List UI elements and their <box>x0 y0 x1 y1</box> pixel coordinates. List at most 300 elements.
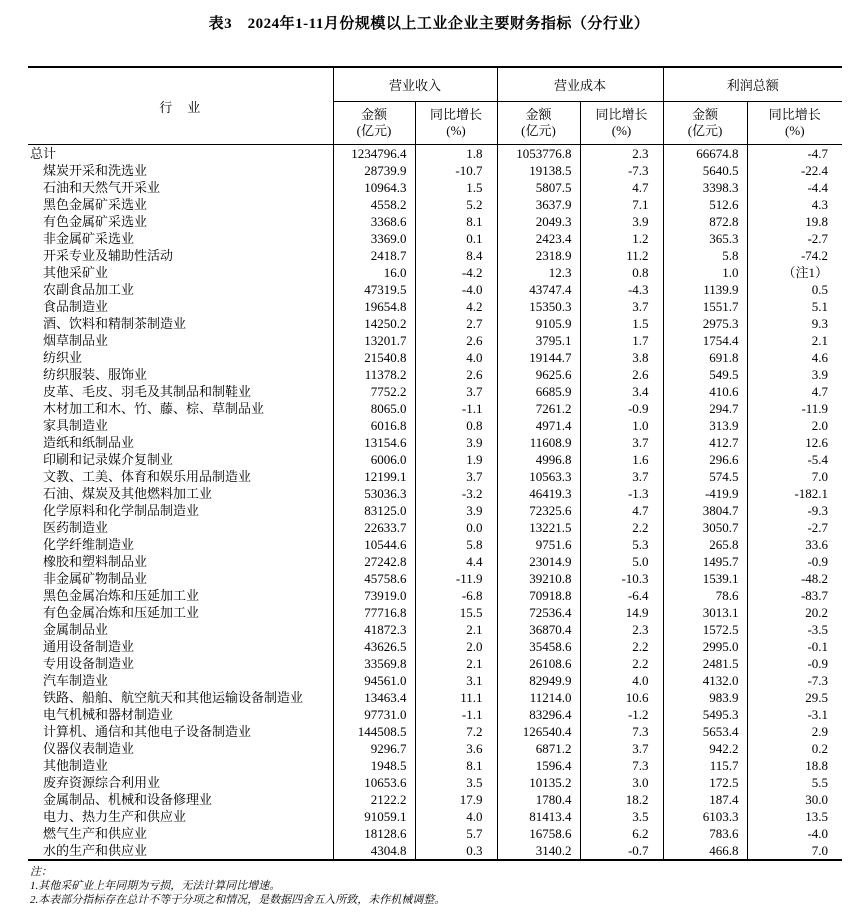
growth-cell: 15.5 <box>415 604 497 621</box>
amount-cell: 983.9 <box>663 689 747 706</box>
growth-cell: 2.0 <box>747 417 842 434</box>
table-row <box>28 757 842 774</box>
amount-cell: 412.7 <box>663 434 747 451</box>
amount-cell: 2122.2 <box>333 791 415 808</box>
growth-cell: 1.2 <box>580 230 663 247</box>
amount-cell: 313.9 <box>663 417 747 434</box>
growth-cell: 7.3 <box>580 723 663 740</box>
table-body <box>28 145 842 861</box>
amount-cell: 9751.6 <box>497 536 580 553</box>
industry-cell: 皮革、毛皮、羽毛及其制品和制鞋业 <box>43 384 252 399</box>
growth-cell: -0.9 <box>747 655 842 672</box>
growth-label: 同比增长 <box>595 107 648 122</box>
amount-cell: 1572.5 <box>663 621 747 638</box>
growth-cell: 2.6 <box>580 366 663 383</box>
amount-cell: 410.6 <box>663 383 747 400</box>
table-row <box>28 621 842 638</box>
table-row <box>28 808 842 825</box>
amount-cell: 9625.6 <box>497 366 580 383</box>
growth-cell: -0.9 <box>580 400 663 417</box>
amount-cell: 6016.8 <box>333 417 415 434</box>
growth-label: 同比增长 <box>768 107 821 122</box>
growth-cell: 13.5 <box>747 808 842 825</box>
industry-cell: 有色金属矿采选业 <box>43 214 148 229</box>
growth-cell: 0.8 <box>415 417 497 434</box>
amount-cell: 574.5 <box>663 468 747 485</box>
amount-cell: 365.3 <box>663 230 747 247</box>
group-header-revenue: 营业收入 <box>333 67 497 102</box>
growth-cell: -1.1 <box>415 706 497 723</box>
amount-cell: 23014.9 <box>497 553 580 570</box>
growth-cell: 1.7 <box>580 332 663 349</box>
growth-cell: -5.4 <box>747 451 842 468</box>
growth-cell: 19.8 <box>747 213 842 230</box>
amount-cell: 7261.2 <box>497 400 580 417</box>
amount-cell: 13463.4 <box>333 689 415 706</box>
growth-cell: 2.9 <box>747 723 842 740</box>
amount-cell: 15350.3 <box>497 298 580 315</box>
amount-cell: 16758.6 <box>497 825 580 842</box>
amount-cell: 3795.1 <box>497 332 580 349</box>
amount-cell: 53036.3 <box>333 485 415 502</box>
amount-cell: 4558.2 <box>333 196 415 213</box>
growth-cell: 3.7 <box>580 740 663 757</box>
table-row <box>28 366 842 383</box>
growth-cell: 7.0 <box>747 842 842 860</box>
amount-cell: 3398.3 <box>663 179 747 196</box>
growth-cell: 30.0 <box>747 791 842 808</box>
amount-label: 金额 <box>525 107 552 122</box>
amount-cell: 11378.2 <box>333 366 415 383</box>
amount-cell: 1495.7 <box>663 553 747 570</box>
amount-cell: 10544.6 <box>333 536 415 553</box>
growth-cell: 2.0 <box>415 638 497 655</box>
amount-cell: 1234796.4 <box>333 145 415 163</box>
table-row <box>28 434 842 451</box>
table-row <box>28 655 842 672</box>
amount-cell: 10653.6 <box>333 774 415 791</box>
growth-cell: -9.3 <box>747 502 842 519</box>
table-row <box>28 417 842 434</box>
growth-cell: -7.3 <box>580 162 663 179</box>
growth-cell: 7.0 <box>747 468 842 485</box>
amount-cell: 26108.6 <box>497 655 580 672</box>
amount-cell: 10135.2 <box>497 774 580 791</box>
growth-cell: -4.0 <box>415 281 497 298</box>
amount-cell: 512.6 <box>663 196 747 213</box>
notes <box>30 865 858 907</box>
table-row <box>28 196 842 213</box>
amount-cell: 265.8 <box>663 536 747 553</box>
amount-cell: 9296.7 <box>333 740 415 757</box>
table-row <box>28 468 842 485</box>
growth-cell: 3.7 <box>580 298 663 315</box>
amount-cell: 466.8 <box>663 842 747 860</box>
profit-growth-header <box>747 102 842 145</box>
growth-cell: -10.7 <box>415 162 497 179</box>
growth-cell: 4.0 <box>580 672 663 689</box>
growth-cell: -10.3 <box>580 570 663 587</box>
growth-cell: 3.6 <box>415 740 497 757</box>
growth-cell: 3.0 <box>580 774 663 791</box>
growth-cell: 3.7 <box>580 434 663 451</box>
amount-cell: 77716.8 <box>333 604 415 621</box>
financial-indicators-table <box>28 66 842 861</box>
growth-unit-label: (%) <box>446 123 466 138</box>
amount-cell: 16.0 <box>333 264 415 281</box>
amount-cell: 2481.5 <box>663 655 747 672</box>
growth-cell: 4.2 <box>415 298 497 315</box>
growth-cell: 8.1 <box>415 213 497 230</box>
amount-cell: 2418.7 <box>333 247 415 264</box>
amount-cell: 942.2 <box>663 740 747 757</box>
industry-cell: 文教、工美、体育和娱乐用品制造业 <box>43 469 252 484</box>
growth-cell: -4.4 <box>747 179 842 196</box>
growth-cell: 2.2 <box>580 655 663 672</box>
amount-cell: 172.5 <box>663 774 747 791</box>
profit-amount-header <box>663 102 747 145</box>
industry-cell: 木材加工和木、竹、藤、棕、草制品业 <box>43 401 265 416</box>
growth-cell: 1.8 <box>415 145 497 163</box>
amount-cell: 43626.5 <box>333 638 415 655</box>
amount-cell: 1053776.8 <box>497 145 580 163</box>
amount-cell: 1551.7 <box>663 298 747 315</box>
growth-unit-label: (%) <box>611 123 632 138</box>
industry-cell: 总计 <box>30 146 57 161</box>
table-row <box>28 451 842 468</box>
growth-cell: 12.6 <box>747 434 842 451</box>
group-header-cost: 营业成本 <box>497 67 663 102</box>
growth-cell: 1.5 <box>415 179 497 196</box>
amount-cell: 46419.3 <box>497 485 580 502</box>
amount-cell: 9105.9 <box>497 315 580 332</box>
note-line-1: 1.其他采矿业上年同期为亏损，无法计算同比增速。 <box>30 880 281 892</box>
growth-cell: 5.3 <box>580 536 663 553</box>
amount-cell: 1780.4 <box>497 791 580 808</box>
growth-cell: -2.7 <box>747 519 842 536</box>
growth-cell: 2.6 <box>415 332 497 349</box>
growth-cell: 2.3 <box>580 145 663 163</box>
industry-cell: 水的生产和供应业 <box>43 843 148 858</box>
growth-cell: -0.7 <box>580 842 663 860</box>
growth-cell: 18.2 <box>580 791 663 808</box>
growth-cell: 7.1 <box>580 196 663 213</box>
industry-cell: 石油和天然气开采业 <box>43 180 161 195</box>
industry-cell: 其他采矿业 <box>43 265 109 280</box>
industry-cell: 其他制造业 <box>43 758 109 773</box>
growth-cell: 2.1 <box>415 655 497 672</box>
growth-cell: 29.5 <box>747 689 842 706</box>
industry-cell: 计算机、通信和其他电子设备制造业 <box>43 724 252 739</box>
amount-cell: 7752.2 <box>333 383 415 400</box>
growth-cell: 0.1 <box>415 230 497 247</box>
growth-cell: -74.2 <box>747 247 842 264</box>
amount-cell: 18128.6 <box>333 825 415 842</box>
notes-label: 注： <box>30 866 52 878</box>
growth-unit-label: (%) <box>785 123 805 138</box>
growth-cell: 11.2 <box>580 247 663 264</box>
industry-cell: 印刷和记录媒介复制业 <box>43 452 174 467</box>
industry-cell: 家具制造业 <box>43 418 109 433</box>
industry-cell: 医药制造业 <box>43 520 109 535</box>
growth-cell: -4.3 <box>580 281 663 298</box>
growth-cell: -1.2 <box>580 706 663 723</box>
growth-cell: -6.8 <box>415 587 497 604</box>
table-row <box>28 230 842 247</box>
amount-cell: 21540.8 <box>333 349 415 366</box>
growth-cell: 3.7 <box>415 383 497 400</box>
industry-cell: 石油、煤炭及其他燃料加工业 <box>43 486 213 501</box>
growth-cell: 7.2 <box>415 723 497 740</box>
growth-cell: 2.7 <box>415 315 497 332</box>
growth-cell: -3.2 <box>415 485 497 502</box>
amount-cell: 1754.4 <box>663 332 747 349</box>
table-row <box>28 825 842 842</box>
amount-cell: 783.6 <box>663 825 747 842</box>
table-row <box>28 264 842 281</box>
amount-cell: 3637.9 <box>497 196 580 213</box>
table-row <box>28 247 842 264</box>
amount-cell: 4996.8 <box>497 451 580 468</box>
growth-cell: 14.9 <box>580 604 663 621</box>
table-row <box>28 485 842 502</box>
table-row <box>28 774 842 791</box>
table-row <box>28 791 842 808</box>
growth-cell: 2.2 <box>580 638 663 655</box>
amount-cell: 66674.8 <box>663 145 747 163</box>
table-row <box>28 400 842 417</box>
growth-cell: 20.2 <box>747 604 842 621</box>
table-row <box>28 842 842 860</box>
growth-cell: 3.4 <box>580 383 663 400</box>
revenue-amount-header <box>333 102 415 145</box>
amount-cell: 2049.3 <box>497 213 580 230</box>
amount-cell: 5640.5 <box>663 162 747 179</box>
growth-cell: -3.1 <box>747 706 842 723</box>
industry-cell: 煤炭开采和洗选业 <box>43 163 148 178</box>
amount-cell: 91059.1 <box>333 808 415 825</box>
growth-cell: 0.2 <box>747 740 842 757</box>
growth-cell: 2.1 <box>415 621 497 638</box>
growth-cell: 2.1 <box>747 332 842 349</box>
growth-cell: 2.3 <box>580 621 663 638</box>
growth-cell: 3.9 <box>415 434 497 451</box>
amount-cell: 5807.5 <box>497 179 580 196</box>
table-row <box>28 315 842 332</box>
amount-cell: 35458.6 <box>497 638 580 655</box>
amount-cell: 11608.9 <box>497 434 580 451</box>
amount-cell: 70918.8 <box>497 587 580 604</box>
amount-unit-label: (亿元) <box>687 123 723 138</box>
growth-cell: 5.7 <box>415 825 497 842</box>
industry-cell: 专用设备制造业 <box>43 656 135 671</box>
industry-cell: 铁路、船舶、航空航天和其他运输设备制造业 <box>43 690 304 705</box>
amount-cell: 12199.1 <box>333 468 415 485</box>
amount-cell: 94561.0 <box>333 672 415 689</box>
amount-cell: 28739.9 <box>333 162 415 179</box>
amount-cell: 296.6 <box>663 451 747 468</box>
growth-cell: 3.5 <box>580 808 663 825</box>
amount-cell: 72325.6 <box>497 502 580 519</box>
amount-cell: 73919.0 <box>333 587 415 604</box>
growth-cell: 3.9 <box>580 213 663 230</box>
amount-cell: 1948.5 <box>333 757 415 774</box>
amount-cell: 10563.3 <box>497 468 580 485</box>
growth-cell: -11.9 <box>415 570 497 587</box>
amount-cell: 4304.8 <box>333 842 415 860</box>
growth-cell: 5.5 <box>747 774 842 791</box>
growth-cell: （注1） <box>747 264 842 281</box>
note-line-2: 2.本表部分指标存在总计不等于分项之和情况，是数据四舍五入所致，未作机械调整。 <box>30 894 446 906</box>
amount-cell: 13221.5 <box>497 519 580 536</box>
growth-cell: -3.5 <box>747 621 842 638</box>
amount-cell: 19654.8 <box>333 298 415 315</box>
growth-cell: 5.0 <box>580 553 663 570</box>
table-row <box>28 502 842 519</box>
amount-cell: 10964.3 <box>333 179 415 196</box>
amount-cell: 33569.8 <box>333 655 415 672</box>
growth-cell: -182.1 <box>747 485 842 502</box>
growth-cell: -4.7 <box>747 145 842 163</box>
growth-cell: -11.9 <box>747 400 842 417</box>
growth-cell: -22.4 <box>747 162 842 179</box>
growth-cell: -4.2 <box>415 264 497 281</box>
amount-cell: 2975.3 <box>663 315 747 332</box>
growth-cell: 4.4 <box>415 553 497 570</box>
industry-cell: 金属制品、机械和设备修理业 <box>43 792 213 807</box>
industry-cell: 电气机械和器材制造业 <box>43 707 174 722</box>
industry-cell: 电力、热力生产和供应业 <box>43 809 187 824</box>
industry-cell: 汽车制造业 <box>43 673 109 688</box>
amount-cell: 13154.6 <box>333 434 415 451</box>
industry-cell: 金属制品业 <box>43 622 109 637</box>
growth-cell: 8.4 <box>415 247 497 264</box>
industry-cell: 仪器仪表制造业 <box>43 741 135 756</box>
growth-cell: -0.9 <box>747 553 842 570</box>
table-header <box>28 67 842 145</box>
growth-cell: 1.5 <box>580 315 663 332</box>
growth-cell: 4.0 <box>415 808 497 825</box>
growth-cell: -2.7 <box>747 230 842 247</box>
industry-cell: 纺织业 <box>43 350 83 365</box>
amount-cell: 549.5 <box>663 366 747 383</box>
amount-cell: 82949.9 <box>497 672 580 689</box>
table-row <box>28 604 842 621</box>
amount-cell: 13201.7 <box>333 332 415 349</box>
growth-cell: 0.5 <box>747 281 842 298</box>
growth-cell: 10.6 <box>580 689 663 706</box>
growth-label: 同比增长 <box>430 107 483 122</box>
growth-cell: 3.5 <box>415 774 497 791</box>
industry-cell: 食品制造业 <box>43 299 109 314</box>
growth-cell: 7.3 <box>580 757 663 774</box>
growth-cell: 1.6 <box>580 451 663 468</box>
amount-cell: 3369.0 <box>333 230 415 247</box>
industry-cell: 有色金属冶炼和压延加工业 <box>43 605 200 620</box>
amount-unit-label: (亿元) <box>356 123 392 138</box>
industry-cell: 烟草制品业 <box>43 333 109 348</box>
growth-cell: 5.8 <box>415 536 497 553</box>
amount-label: 金额 <box>360 107 387 122</box>
amount-cell: 43747.4 <box>497 281 580 298</box>
amount-cell: 12.3 <box>497 264 580 281</box>
amount-cell: 872.8 <box>663 213 747 230</box>
amount-cell: 126540.4 <box>497 723 580 740</box>
amount-cell: 294.7 <box>663 400 747 417</box>
amount-cell: 11214.0 <box>497 689 580 706</box>
amount-cell: 45758.6 <box>333 570 415 587</box>
amount-cell: 6685.9 <box>497 383 580 400</box>
amount-cell: 3013.1 <box>663 604 747 621</box>
industry-cell: 废弃资源综合利用业 <box>43 775 161 790</box>
growth-cell: 3.9 <box>415 502 497 519</box>
amount-cell: 97731.0 <box>333 706 415 723</box>
growth-cell: 17.9 <box>415 791 497 808</box>
growth-cell: 9.3 <box>747 315 842 332</box>
revenue-growth-header <box>415 102 497 145</box>
amount-cell: 39210.8 <box>497 570 580 587</box>
industry-cell: 黑色金属冶炼和压延加工业 <box>43 588 200 603</box>
table-row <box>28 587 842 604</box>
growth-cell: 6.2 <box>580 825 663 842</box>
table-row <box>28 519 842 536</box>
amount-cell: 14250.2 <box>333 315 415 332</box>
amount-cell: 3368.6 <box>333 213 415 230</box>
growth-cell: 1.9 <box>415 451 497 468</box>
growth-cell: -1.1 <box>415 400 497 417</box>
amount-cell: 6871.2 <box>497 740 580 757</box>
growth-cell: 3.9 <box>747 366 842 383</box>
industry-cell: 化学原料和化学制品制造业 <box>43 503 200 518</box>
growth-cell: -48.2 <box>747 570 842 587</box>
growth-cell: 33.6 <box>747 536 842 553</box>
industry-cell: 造纸和纸制品业 <box>43 435 135 450</box>
table-row <box>28 740 842 757</box>
amount-cell: 4132.0 <box>663 672 747 689</box>
industry-cell: 纺织服装、服饰业 <box>43 367 148 382</box>
growth-cell: 4.7 <box>580 179 663 196</box>
amount-cell: 22633.7 <box>333 519 415 536</box>
page-title: 表3 2024年1-11月份规模以上工业企业主要财务指标（分行业） <box>208 16 650 32</box>
growth-cell: -4.0 <box>747 825 842 842</box>
industry-cell: 非金属矿采选业 <box>43 231 135 246</box>
growth-cell: -1.3 <box>580 485 663 502</box>
growth-cell: -0.1 <box>747 638 842 655</box>
amount-cell: 5.8 <box>663 247 747 264</box>
growth-cell: 5.1 <box>747 298 842 315</box>
cost-amount-header <box>497 102 580 145</box>
industry-cell: 化学纤维制造业 <box>43 537 135 552</box>
amount-cell: 41872.3 <box>333 621 415 638</box>
table-row <box>28 213 842 230</box>
growth-cell: 18.8 <box>747 757 842 774</box>
amount-cell: 19138.5 <box>497 162 580 179</box>
table-row <box>28 689 842 706</box>
growth-cell: 0.8 <box>580 264 663 281</box>
growth-cell: 4.0 <box>415 349 497 366</box>
growth-cell: 0.0 <box>415 519 497 536</box>
industry-cell: 非金属矿物制品业 <box>43 571 148 586</box>
industry-cell: 橡胶和塑料制品业 <box>43 554 148 569</box>
growth-cell: 3.1 <box>415 672 497 689</box>
table-row <box>28 553 842 570</box>
table-row <box>28 383 842 400</box>
growth-cell: 8.1 <box>415 757 497 774</box>
growth-cell: 4.7 <box>580 502 663 519</box>
amount-cell: 144508.5 <box>333 723 415 740</box>
growth-cell: -6.4 <box>580 587 663 604</box>
amount-cell: 81413.4 <box>497 808 580 825</box>
